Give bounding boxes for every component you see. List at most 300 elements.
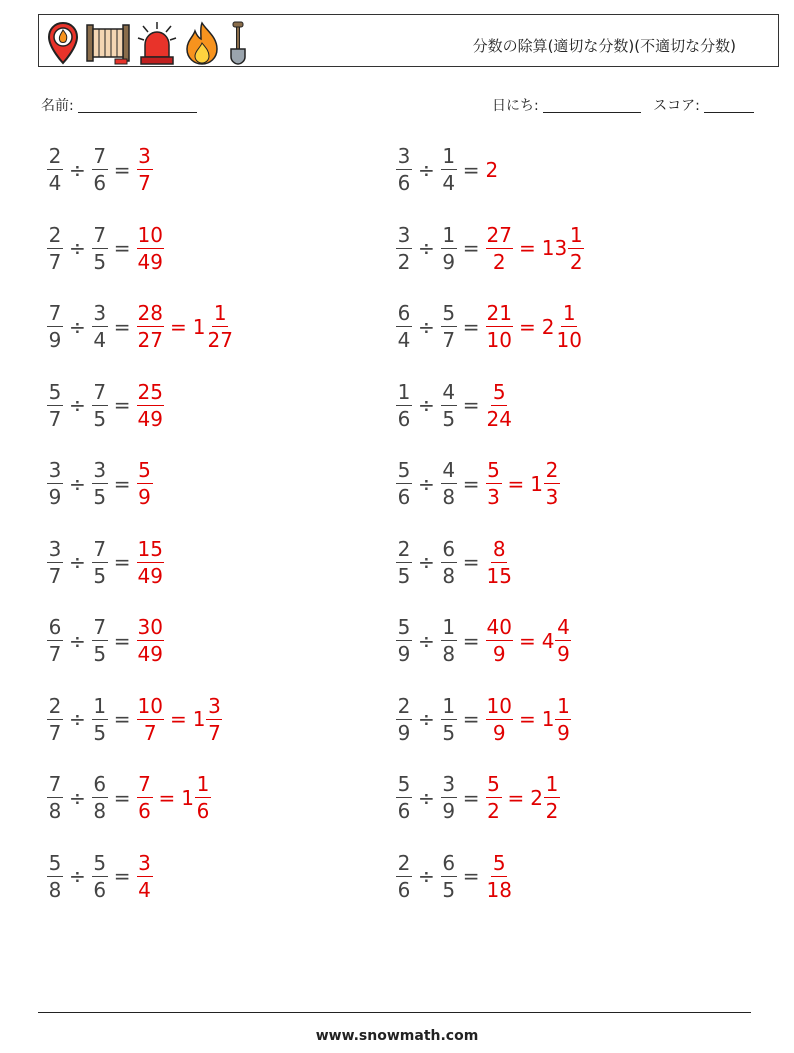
problem-item xyxy=(47,222,164,274)
dividend xyxy=(47,379,63,431)
problem-item xyxy=(47,774,211,821)
dividend xyxy=(47,774,63,821)
mixed-fraction xyxy=(555,303,582,350)
mixed-whole: 2 xyxy=(530,785,544,810)
answer-fraction xyxy=(137,379,164,431)
dividend xyxy=(396,460,412,507)
answer-fraction-denominator: 24 xyxy=(486,406,512,431)
answer-fraction xyxy=(486,460,502,507)
mixed-numerator: 1 xyxy=(557,693,570,718)
answer-fraction xyxy=(486,379,513,431)
divisor-numerator: 1 xyxy=(442,615,456,639)
divisor-numerator: 3 xyxy=(442,772,456,796)
dividend-denominator: 6 xyxy=(397,406,411,431)
divisor xyxy=(441,379,457,431)
problem-item xyxy=(396,379,513,431)
answer-equals-sign: = xyxy=(169,707,187,731)
divisor xyxy=(92,460,108,507)
divide-sign: ÷ xyxy=(418,628,435,653)
divisor xyxy=(441,460,457,507)
equals-sign: = xyxy=(113,785,131,810)
answer-fraction-denominator: 9 xyxy=(492,720,506,745)
answer-fraction-denominator: 7 xyxy=(143,720,157,745)
mixed-whole: 13 xyxy=(541,236,568,260)
equals-sign: = xyxy=(113,550,131,574)
answer-fraction-denominator: 3 xyxy=(487,485,500,509)
mixed-fraction xyxy=(544,774,560,821)
answer xyxy=(137,146,153,193)
answer-whole: 2 xyxy=(485,157,499,182)
divisor xyxy=(441,774,457,821)
mixed-fraction xyxy=(555,617,571,664)
problem-item xyxy=(396,303,583,350)
score-label: スコア: xyxy=(653,98,700,114)
dividend-denominator: 9 xyxy=(48,328,62,352)
mixed-denominator: 2 xyxy=(545,799,559,823)
answer-equals-sign: = xyxy=(518,236,536,260)
answer-fraction-denominator: 49 xyxy=(137,642,163,666)
answer xyxy=(137,693,223,745)
divisor-numerator: 6 xyxy=(442,850,456,875)
mixed-whole: 1 xyxy=(181,785,195,810)
fire-location-pin-icon xyxy=(47,21,79,65)
answer-fraction-numerator: 5 xyxy=(492,850,506,875)
dividend-numerator: 3 xyxy=(48,458,62,482)
equals-sign: = xyxy=(462,314,480,339)
divisor xyxy=(441,693,457,745)
dividend-numerator: 3 xyxy=(397,144,411,168)
dividend-denominator: 6 xyxy=(397,171,411,195)
answer xyxy=(486,379,513,431)
answer-fraction-numerator: 10 xyxy=(137,693,163,718)
problem-item xyxy=(47,850,153,902)
answer-fraction-denominator: 18 xyxy=(486,877,512,902)
divisor-numerator: 6 xyxy=(442,536,456,561)
mixed-denominator: 6 xyxy=(196,799,210,823)
dividend xyxy=(47,850,63,902)
divide-sign: ÷ xyxy=(418,785,435,810)
divide-sign: ÷ xyxy=(418,864,435,888)
mixed-numerator: 3 xyxy=(208,693,221,718)
divisor-denominator: 8 xyxy=(93,799,107,823)
divisor-denominator: 7 xyxy=(442,328,456,352)
divisor xyxy=(92,774,108,821)
worksheet-header xyxy=(38,14,779,67)
mixed-fraction xyxy=(195,774,211,821)
divisor-denominator: 8 xyxy=(442,485,456,509)
divisor-denominator: 9 xyxy=(442,249,456,274)
divide-sign: ÷ xyxy=(69,157,86,182)
dividend-denominator: 6 xyxy=(397,799,411,823)
answer xyxy=(486,850,513,902)
divisor-denominator: 9 xyxy=(442,799,456,823)
problem-item xyxy=(396,222,584,274)
divisor xyxy=(441,617,457,664)
answer-fraction xyxy=(137,146,153,193)
mixed-denominator: 27 xyxy=(207,328,233,352)
dividend-numerator: 1 xyxy=(397,379,411,404)
divisor xyxy=(441,222,457,274)
answer-fraction xyxy=(137,303,164,350)
dividend-numerator: 2 xyxy=(397,850,411,875)
dividend-numerator: 5 xyxy=(48,850,62,875)
dividend-denominator: 8 xyxy=(48,877,62,902)
answer-equals-sign: = xyxy=(507,471,525,496)
divisor-denominator: 6 xyxy=(93,171,107,195)
dividend xyxy=(396,774,412,821)
divisor xyxy=(92,303,108,350)
dividend xyxy=(396,222,412,274)
divisor-denominator: 5 xyxy=(93,249,107,274)
dividend-denominator: 7 xyxy=(48,249,62,274)
dividend-denominator: 9 xyxy=(48,485,62,509)
equals-sign: = xyxy=(462,628,480,653)
dividend-denominator: 7 xyxy=(48,406,62,431)
answer-fraction-numerator: 5 xyxy=(492,379,506,404)
answer-fraction xyxy=(486,536,513,588)
divisor xyxy=(441,303,457,350)
mixed-fraction xyxy=(206,693,222,745)
mixed-whole: 1 xyxy=(192,707,206,731)
answer-fraction-denominator: 2 xyxy=(492,249,506,274)
mixed-numerator: 1 xyxy=(213,301,227,325)
answer xyxy=(137,850,153,902)
answer-fraction xyxy=(486,693,513,745)
dividend-numerator: 5 xyxy=(397,458,411,482)
divide-sign: ÷ xyxy=(69,393,86,417)
problem-item xyxy=(396,146,498,193)
equals-sign: = xyxy=(113,157,131,182)
dividend xyxy=(396,850,412,902)
divisor-numerator: 6 xyxy=(93,772,107,796)
mixed-whole: 1 xyxy=(541,707,555,731)
problem-item xyxy=(47,460,153,507)
dividend-denominator: 2 xyxy=(397,249,411,274)
answer xyxy=(486,303,583,350)
dividend-denominator: 6 xyxy=(397,485,411,509)
dividend xyxy=(47,693,63,745)
date-blank[interactable] xyxy=(543,98,641,113)
dividend-numerator: 2 xyxy=(397,536,411,561)
answer xyxy=(486,693,572,745)
dividend-denominator: 8 xyxy=(48,799,62,823)
dividend xyxy=(47,303,63,350)
dividend-denominator: 7 xyxy=(48,642,62,666)
answer-fraction-denominator: 6 xyxy=(138,799,151,823)
divisor-denominator: 5 xyxy=(93,720,107,745)
answer-fraction-denominator: 4 xyxy=(138,877,151,902)
divisor xyxy=(92,536,108,588)
divisor xyxy=(92,146,108,193)
answer-fraction-denominator: 15 xyxy=(486,563,512,588)
answer-fraction xyxy=(137,536,164,588)
divisor-numerator: 3 xyxy=(93,458,107,482)
answer-fraction-denominator: 2 xyxy=(487,799,500,823)
mixed-fraction xyxy=(555,693,571,745)
dividend xyxy=(396,379,412,431)
divisor-denominator: 8 xyxy=(442,642,456,666)
answer-fraction-numerator: 3 xyxy=(138,144,151,168)
answer-fraction-denominator: 10 xyxy=(486,328,512,352)
dividend-denominator: 6 xyxy=(397,877,411,902)
dividend-numerator: 5 xyxy=(397,772,411,796)
answer-fraction xyxy=(137,617,164,664)
divide-sign: ÷ xyxy=(69,628,86,653)
answer-equals-sign: = xyxy=(518,314,536,339)
date-score-fields xyxy=(492,95,754,115)
flame-icon xyxy=(183,21,221,65)
equals-sign: = xyxy=(113,314,131,339)
dividend xyxy=(47,617,63,664)
equals-sign: = xyxy=(113,236,131,260)
answer-fraction xyxy=(137,460,153,507)
answer-fraction xyxy=(137,774,153,821)
date-label: 日にち: xyxy=(492,98,539,114)
divisor xyxy=(441,850,457,902)
answer-fraction-numerator: 3 xyxy=(138,850,151,875)
answer-fraction-denominator: 9 xyxy=(492,642,506,666)
answer-fraction xyxy=(486,222,513,274)
dividend-numerator: 7 xyxy=(48,301,62,325)
dividend-numerator: 6 xyxy=(397,301,411,325)
dividend-numerator: 2 xyxy=(48,144,62,168)
divisor-numerator: 3 xyxy=(93,301,107,325)
divisor xyxy=(92,222,108,274)
name-blank[interactable] xyxy=(78,98,197,113)
score-blank[interactable] xyxy=(704,98,754,113)
mixed-whole: 1 xyxy=(192,314,206,339)
dividend xyxy=(396,536,412,588)
problem-item xyxy=(47,303,234,350)
divide-sign: ÷ xyxy=(418,471,435,496)
divisor-numerator: 7 xyxy=(93,615,107,639)
equals-sign: = xyxy=(462,864,480,888)
answer-fraction xyxy=(137,693,164,745)
equals-sign: = xyxy=(462,236,480,260)
answer-equals-sign: = xyxy=(518,628,536,653)
mixed-fraction xyxy=(206,303,233,350)
dividend-numerator: 2 xyxy=(48,222,62,247)
divisor-denominator: 4 xyxy=(93,328,107,352)
dividend-denominator: 5 xyxy=(397,563,411,588)
problem-item xyxy=(396,617,571,664)
mixed-denominator: 3 xyxy=(545,485,559,509)
divisor-denominator: 5 xyxy=(93,563,107,588)
dividend-denominator: 9 xyxy=(397,642,411,666)
mixed-numerator: 1 xyxy=(562,301,576,325)
answer-fraction-numerator: 5 xyxy=(138,458,151,482)
divisor xyxy=(92,693,108,745)
divide-sign: ÷ xyxy=(418,707,435,731)
equals-sign: = xyxy=(113,864,131,888)
divisor xyxy=(92,617,108,664)
dividend-denominator: 7 xyxy=(48,720,62,745)
problem-item xyxy=(47,693,222,745)
divisor-numerator: 1 xyxy=(442,222,456,247)
answer xyxy=(486,222,585,274)
divisor xyxy=(441,536,457,588)
answer xyxy=(137,303,234,350)
divisor-numerator: 5 xyxy=(442,301,456,325)
answer-fraction-numerator: 7 xyxy=(138,772,151,796)
worksheet-title: 分数の除算(適切な分数)(不適切な分数) xyxy=(472,37,736,55)
answer-fraction xyxy=(486,850,513,902)
divide-sign: ÷ xyxy=(69,864,86,888)
mixed-denominator: 10 xyxy=(556,328,582,352)
dividend-denominator: 4 xyxy=(397,328,411,352)
name-label: 名前: xyxy=(41,98,74,114)
equals-sign: = xyxy=(113,471,131,496)
dividend-numerator: 5 xyxy=(397,615,411,639)
equals-sign: = xyxy=(462,471,480,496)
divisor-denominator: 5 xyxy=(442,720,456,745)
dividend xyxy=(396,693,412,745)
mixed-whole: 1 xyxy=(530,471,544,496)
answer-fraction-numerator: 27 xyxy=(486,222,512,247)
answer-fraction-denominator: 49 xyxy=(137,563,163,588)
dividend-numerator: 2 xyxy=(397,693,411,718)
dividend xyxy=(47,460,63,507)
divide-sign: ÷ xyxy=(69,785,86,810)
dividend-numerator: 6 xyxy=(48,615,62,639)
answer xyxy=(486,617,572,664)
answer-fraction-denominator: 27 xyxy=(137,328,163,352)
dividend-numerator: 2 xyxy=(48,693,62,718)
dividend xyxy=(396,617,412,664)
problem-item xyxy=(47,617,164,664)
equals-sign: = xyxy=(462,157,480,182)
problem-item xyxy=(47,536,164,588)
divisor-numerator: 1 xyxy=(442,693,456,718)
answer xyxy=(486,536,513,588)
mixed-numerator: 1 xyxy=(545,772,559,796)
divisor-numerator: 7 xyxy=(93,222,107,247)
problem-item xyxy=(396,850,513,902)
header-icons xyxy=(47,19,249,65)
answer-fraction-numerator: 40 xyxy=(486,615,512,639)
dividend xyxy=(47,536,63,588)
answer-fraction xyxy=(486,303,513,350)
alarm-siren-icon xyxy=(137,21,177,65)
mixed-numerator: 2 xyxy=(545,458,559,482)
mixed-denominator: 9 xyxy=(557,642,570,666)
mixed-whole: 2 xyxy=(541,314,555,339)
divisor-numerator: 4 xyxy=(442,458,456,482)
divisor xyxy=(92,379,108,431)
dividend-denominator: 4 xyxy=(48,171,62,195)
shovel-icon xyxy=(227,21,249,65)
equals-sign: = xyxy=(113,707,131,731)
divisor-numerator: 7 xyxy=(93,144,107,168)
answer xyxy=(137,379,164,431)
mixed-denominator: 9 xyxy=(557,720,570,745)
answer-fraction xyxy=(137,850,153,902)
footer-divider xyxy=(38,1012,751,1013)
answer-fraction xyxy=(486,774,502,821)
answer xyxy=(137,617,164,664)
divide-sign: ÷ xyxy=(418,157,435,182)
fire-hose-reel-icon xyxy=(85,21,131,65)
problem-item xyxy=(47,379,164,431)
equals-sign: = xyxy=(113,393,131,417)
answer xyxy=(137,222,164,274)
answer-fraction-numerator: 25 xyxy=(137,379,163,404)
footer-url: www.snowmath.com xyxy=(315,1028,479,1044)
divisor-numerator: 1 xyxy=(93,693,107,718)
mixed-fraction xyxy=(568,222,584,274)
dividend-denominator: 9 xyxy=(397,720,411,745)
divisor-numerator: 4 xyxy=(442,379,456,404)
answer-fraction-numerator: 5 xyxy=(487,772,500,796)
divisor-denominator: 5 xyxy=(93,406,107,431)
divide-sign: ÷ xyxy=(69,550,86,574)
mixed-numerator: 1 xyxy=(569,222,583,247)
divisor-numerator: 1 xyxy=(442,144,456,168)
divisor-denominator: 5 xyxy=(93,485,107,509)
equals-sign: = xyxy=(462,550,480,574)
answer xyxy=(137,536,164,588)
divisor xyxy=(92,850,108,902)
answer-fraction-denominator: 49 xyxy=(137,406,163,431)
divisor-numerator: 7 xyxy=(93,536,107,561)
problem-item xyxy=(396,693,571,745)
answer-fraction-denominator: 7 xyxy=(138,171,151,195)
divisor-numerator: 5 xyxy=(93,850,107,875)
dividend-numerator: 5 xyxy=(48,379,62,404)
answer-fraction-numerator: 21 xyxy=(486,301,512,325)
dividend-denominator: 7 xyxy=(48,563,62,588)
divide-sign: ÷ xyxy=(69,236,86,260)
divide-sign: ÷ xyxy=(418,314,435,339)
mixed-fraction xyxy=(544,460,560,507)
mixed-denominator: 7 xyxy=(208,720,221,745)
answer-fraction-numerator: 15 xyxy=(137,536,163,561)
answer xyxy=(486,158,499,182)
problem-item xyxy=(396,536,513,588)
divisor-denominator: 8 xyxy=(442,563,456,588)
dividend xyxy=(47,146,63,193)
mixed-denominator: 2 xyxy=(569,249,583,274)
dividend-numerator: 3 xyxy=(48,536,62,561)
divide-sign: ÷ xyxy=(418,550,435,574)
dividend xyxy=(396,303,412,350)
divide-sign: ÷ xyxy=(418,393,435,417)
dividend-numerator: 3 xyxy=(397,222,411,247)
divide-sign: ÷ xyxy=(418,236,435,260)
answer xyxy=(486,460,561,507)
answer-fraction-denominator: 49 xyxy=(137,249,163,274)
divisor-numerator: 7 xyxy=(93,379,107,404)
equals-sign: = xyxy=(462,785,480,810)
answer-equals-sign: = xyxy=(507,785,525,810)
answer xyxy=(137,460,153,507)
divide-sign: ÷ xyxy=(69,471,86,496)
divisor xyxy=(441,146,457,193)
answer xyxy=(137,774,212,821)
answer-fraction-numerator: 28 xyxy=(137,301,163,325)
divisor-denominator: 5 xyxy=(442,877,456,902)
answer-fraction-denominator: 9 xyxy=(138,485,151,509)
equals-sign: = xyxy=(113,628,131,653)
problem-item xyxy=(396,774,560,821)
answer-fraction-numerator: 10 xyxy=(137,222,163,247)
divide-sign: ÷ xyxy=(69,707,86,731)
answer-fraction-numerator: 30 xyxy=(137,615,163,639)
answer-fraction xyxy=(486,617,513,664)
answer-fraction-numerator: 10 xyxy=(486,693,512,718)
equals-sign: = xyxy=(462,393,480,417)
mixed-whole: 4 xyxy=(541,628,555,653)
